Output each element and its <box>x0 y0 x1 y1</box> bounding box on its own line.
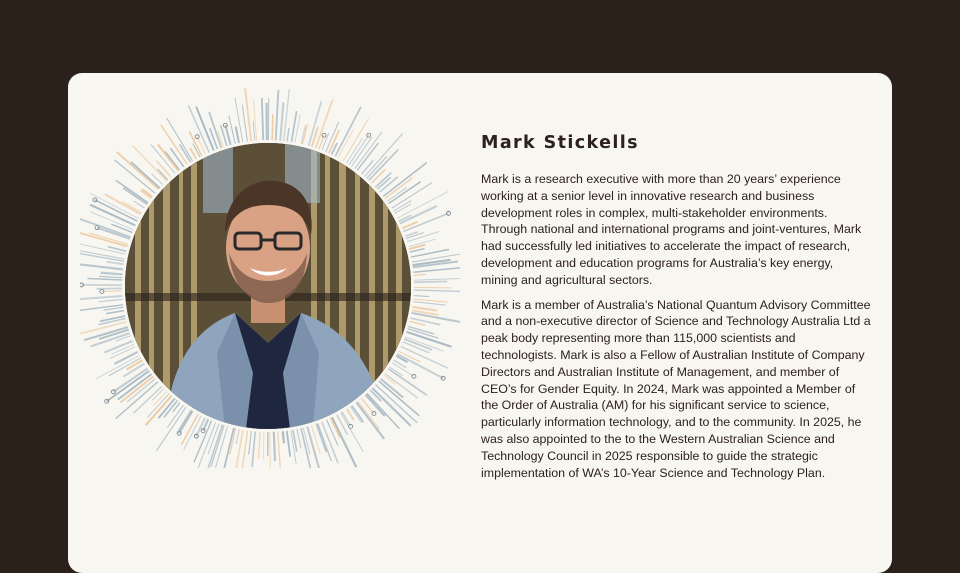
decorative-ray <box>253 121 255 141</box>
decorative-ray <box>413 302 445 305</box>
portrait-graphic <box>80 88 460 468</box>
decorative-ray <box>270 432 271 468</box>
decorative-ray <box>283 431 284 443</box>
bio-text <box>481 171 871 489</box>
bio-paragraph: Mark is a member of Australia’s National Quantum Advisory Committee and a non-executive director of Science and Technology Australia Ltd a peak body representing more than 115,000 scientists and technologists. Mark is also a Fellow of Australian Institute of Company Directors and Australian Institute of Management, and member of CEO’s for Gender Equity. In 2024, Mark was appointed a Member of the Order of Australia (AM) for his significant service to science, particularly information technology, and to the community. In 2025, he was also appointed to the to the Western Australian Science and Technology Council in 2025 responsible to guide the strategic implementation of WA’s 10-Year Science and Technology Plan. <box>481 297 871 482</box>
decorative-ray <box>274 432 275 461</box>
decorative-ray <box>223 428 234 468</box>
decorative-ray <box>297 429 301 448</box>
decorative-ray <box>414 281 447 282</box>
decorative-ray <box>103 307 123 310</box>
decorative-ray <box>80 219 130 237</box>
decorative-ray <box>413 268 460 272</box>
decorative-ray <box>278 432 282 468</box>
decorative-ray <box>301 428 314 468</box>
decorative-ray <box>280 102 283 140</box>
profile-photo <box>125 143 411 429</box>
decorative-ray <box>414 278 460 280</box>
decorative-ray <box>412 307 437 311</box>
decorative-ray <box>272 114 273 140</box>
bio-paragraph: Mark is a research executive with more than 20 years’ experience working at a senior level in innovative research and business development roles in complex, multi-stakeholder environments. Through national and international programs and joint-ventures, Mark had successfully led initiatives to accelerate the impact of research, development and education programs for Australia’s key energy, mining and agricultural sectors. <box>481 171 871 289</box>
decorative-ray <box>249 431 252 454</box>
decorative-ray <box>236 126 239 142</box>
decorative-ray <box>207 425 222 468</box>
decorative-ray <box>414 296 429 297</box>
decorative-ray <box>287 431 290 457</box>
decorative-ray <box>99 299 123 301</box>
decorative-ray <box>235 430 243 468</box>
decorative-ray <box>262 98 263 140</box>
decorative-ray <box>407 332 452 347</box>
decorative-ray <box>80 264 123 269</box>
decorative-ray <box>235 98 243 142</box>
person-name: Mark Stickells <box>481 133 639 153</box>
decorative-ray <box>287 128 289 142</box>
decorative-ray <box>106 262 123 265</box>
portrait-photo-illustration <box>125 143 411 429</box>
decorative-ray <box>412 253 460 262</box>
decorative-ray <box>236 429 239 444</box>
decorative-ray <box>410 318 440 325</box>
decorative-ray <box>101 273 123 275</box>
decorative-ray <box>87 279 122 280</box>
decorative-ray <box>253 99 256 140</box>
decorative-ray-node <box>367 133 371 137</box>
decorative-ray <box>106 311 124 314</box>
decorative-ray <box>414 274 426 275</box>
decorative-ray <box>100 316 125 321</box>
decorative-ray <box>252 431 255 467</box>
decorative-ray <box>263 432 264 460</box>
decorative-ray <box>84 327 128 340</box>
decorative-ray <box>276 90 279 140</box>
decorative-ray <box>414 290 460 291</box>
decorative-ray <box>99 276 122 277</box>
decorative-ray <box>102 291 122 292</box>
decorative-ray <box>80 296 122 300</box>
decorative-ray <box>259 432 260 459</box>
decorative-ray <box>410 321 426 325</box>
